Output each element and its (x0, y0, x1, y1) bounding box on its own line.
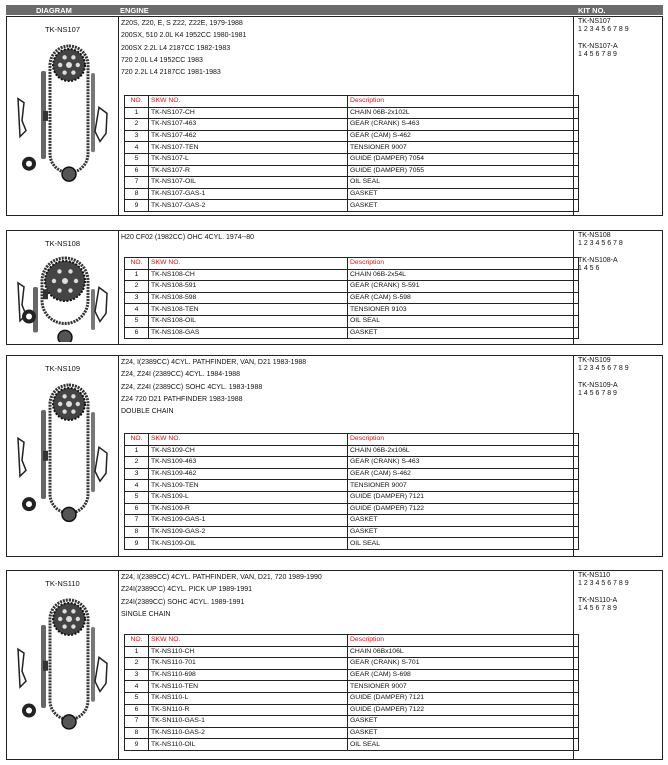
part-no: 2 (125, 119, 149, 131)
oil-seal-hole-shape (26, 708, 32, 714)
part-description: CHAIN 06B-2x102L (348, 107, 579, 119)
col-sku-header: SKW NO. (149, 96, 348, 108)
tensioner-shape (43, 111, 48, 121)
kit-number-code: TK-NS108-A (578, 256, 618, 264)
gear-hole-shape (62, 409, 66, 413)
application-line: Z20S, Z20, E, S Z22, Z22E, 1979-1988 (121, 20, 243, 27)
gear-hole-shape (62, 394, 66, 398)
part-no: 9 (125, 739, 149, 751)
table-row (125, 739, 579, 751)
part-description: GUIDE (DAMPER) 7055 (348, 165, 579, 177)
part-sku: TK-NS107-OIL (149, 177, 348, 189)
table-row (125, 669, 579, 681)
col-desc-header: Description (348, 96, 579, 108)
table-row (125, 491, 579, 503)
applications (121, 572, 322, 621)
gear-hole-shape (58, 617, 62, 621)
gear-hole-shape (71, 624, 75, 628)
table-row (125, 480, 579, 492)
kit-number-positions: 1 4 5 6 (578, 265, 600, 273)
kit-numbers (578, 572, 629, 614)
part-description: GASKET (348, 188, 579, 200)
applications (121, 232, 254, 244)
part-description: OIL SEAL (348, 177, 579, 189)
part-sku: TK-NS108-591 (149, 281, 348, 293)
applications (121, 357, 306, 418)
spacer (578, 249, 623, 257)
part-no: 9 (125, 200, 149, 212)
part-no: 7 (125, 716, 149, 728)
part-sku: TK-NS108-TEN (149, 304, 348, 316)
part-no: 3 (125, 130, 149, 142)
part-no: 6 (125, 327, 149, 339)
tensioner-shape (43, 661, 48, 671)
part-no: 1 (125, 107, 149, 119)
part-description: CHAIN 06B-2x106L (348, 445, 579, 457)
kit-number-positions: 1 4 5 6 7 8 9 (578, 390, 617, 398)
kit-number-code: TK-NS107-A (578, 42, 618, 50)
part-description: GASKET (348, 200, 579, 212)
gear-hub-shape (66, 401, 72, 407)
part-no: 7 (125, 177, 149, 189)
part-description: TENSIONER 9007 (348, 681, 579, 693)
kit-block (6, 230, 663, 345)
part-sku: TK-NS110-GAS-2 (149, 727, 348, 739)
part-sku: TK-NS108-GAS (149, 327, 348, 339)
part-sku: TK-NS107-462 (149, 130, 348, 142)
gasket-left-shape (18, 99, 26, 137)
table-row (125, 457, 579, 469)
part-sku: TK-NS109-GAS-2 (149, 526, 348, 538)
col-sku-header: SKW NO. (149, 434, 348, 446)
application-line: Z24, Z24I (2389CC) SOHC 4CYL. 1983-1988 (121, 383, 263, 391)
kit-block (6, 16, 663, 216)
tensioner-shape (43, 289, 48, 299)
part-sku: TK-NS110-L (149, 692, 348, 704)
part-no: 4 (125, 304, 149, 316)
part-description: TENSIONER 9007 (348, 480, 579, 492)
gear-hub-shape (66, 616, 72, 622)
oil-seal-hole-shape (26, 161, 32, 167)
table-row (125, 646, 579, 658)
table-row (125, 538, 579, 550)
kit-number-positions: 1 2 3 4 5 6 7 8 9 (578, 365, 629, 373)
part-no: 4 (125, 142, 149, 154)
part-description: GASKET (348, 327, 579, 339)
table-row (125, 292, 579, 304)
tensioner-shape (43, 451, 48, 461)
table-row (125, 716, 579, 728)
part-no: 1 (125, 445, 149, 457)
table-row (125, 130, 579, 142)
col-desc-header: Description (348, 635, 579, 647)
part-no: 5 (125, 153, 149, 165)
part-sku: TK-NS110-OIL (149, 739, 348, 751)
gear-hole-shape (62, 624, 66, 628)
part-no: 4 (125, 480, 149, 492)
part-sku: TK-NS110-698 (149, 669, 348, 681)
part-description: OIL SEAL (348, 538, 579, 550)
part-description: GEAR (CAM) S-462 (348, 130, 579, 142)
timing-kit-diagram (13, 376, 113, 554)
crank-gear-shape (62, 507, 76, 521)
part-description: TENSIONER 9103 (348, 304, 579, 316)
part-no: 5 (125, 491, 149, 503)
part-sku: TK-NS109-462 (149, 468, 348, 480)
table-row (125, 515, 579, 527)
part-description: GASKET (348, 727, 579, 739)
table-row (125, 200, 579, 212)
kit-numbers (578, 232, 623, 274)
col-sku-header: SKW NO. (149, 635, 348, 647)
part-description: GEAR (CRANK) S-463 (348, 457, 579, 469)
table-row (125, 304, 579, 316)
spacer (578, 374, 629, 382)
part-no: 8 (125, 188, 149, 200)
timing-kit-diagram (13, 251, 113, 342)
parts-table (124, 634, 579, 751)
part-sku: TK-NS107-TEN (149, 142, 348, 154)
part-no: 7 (125, 515, 149, 527)
crank-gear-shape (62, 167, 76, 181)
part-description: GEAR (CRANK) S-591 (348, 281, 579, 293)
table-row (125, 165, 579, 177)
header-kitno: KIT NO. (578, 6, 606, 15)
guide-right-shape (91, 289, 95, 330)
part-sku: TK-NS110-701 (149, 658, 348, 670)
col-no-header: NO. (125, 258, 149, 270)
gear-hole-shape (57, 269, 61, 273)
part-description: GEAR (CAM) S-698 (348, 669, 579, 681)
table-row (125, 704, 579, 716)
crank-gear-shape (58, 330, 72, 342)
table-row (125, 177, 579, 189)
gear-hole-shape (71, 55, 75, 59)
gear-hole-shape (58, 402, 62, 406)
table-row (125, 107, 579, 119)
gear-hub-shape (66, 62, 72, 68)
application-line: Z24 720 D21 PATHFINDER 1983-1988 (121, 395, 243, 403)
catalog-header (6, 5, 663, 15)
col-no-header: NO. (125, 96, 149, 108)
part-sku: TK-NS109-463 (149, 457, 348, 469)
table-row (125, 142, 579, 154)
guide-right-shape (91, 412, 95, 492)
parts-table-header (125, 434, 579, 446)
part-description: GASKET (348, 716, 579, 728)
table-row (125, 526, 579, 538)
part-description: GUIDE (DAMPER) 7054 (348, 153, 579, 165)
part-no: 2 (125, 457, 149, 469)
table-row (125, 269, 579, 281)
table-row (125, 188, 579, 200)
part-sku: TK-NS110-TEN (149, 681, 348, 693)
part-no: 1 (125, 646, 149, 658)
part-sku: TK-NS109-GAS-1 (149, 515, 348, 527)
part-description: GUIDE (DAMPER) 7121 (348, 692, 579, 704)
part-no: 8 (125, 727, 149, 739)
application-line: Z24I(2389CC) SOHC 4CYL. 1989-1991 (121, 598, 245, 606)
parts-table (124, 257, 579, 339)
col-desc-header: Description (348, 434, 579, 446)
part-no: 8 (125, 526, 149, 538)
spacer (578, 35, 629, 43)
part-sku: TK-SN110-R (149, 704, 348, 716)
application-line: Z24, I(2389CC) 4CYL. PATHFINDER, VAN, D21 1983-1988 (121, 359, 307, 366)
gasket-left-shape (18, 438, 26, 476)
table-row (125, 153, 579, 165)
table-row (125, 658, 579, 670)
crank-gear-shape (62, 715, 76, 729)
kit-number-positions: 1 4 5 6 7 8 9 (578, 51, 617, 59)
parts-table (124, 95, 579, 212)
part-sku: TK-NS108-OIL (149, 315, 348, 327)
kit-block (6, 570, 663, 760)
application-line: Z24, Z24I (2389CC) 4CYL. 1984-1988 (121, 371, 241, 379)
part-description: GUIDE (DAMPER) 7122 (348, 704, 579, 716)
col-desc-header: Description (348, 258, 579, 270)
part-description: CHAIN 06B-2x54L (348, 269, 579, 281)
part-sku: TK-NS108-CH (149, 269, 348, 281)
gear-hole-shape (68, 269, 72, 273)
part-description: GUIDE (DAMPER) 7122 (348, 503, 579, 515)
application-line: Z24, I(2389CC) 4CYL. PATHFINDER, VAN, D21, 720 1989-1990 (121, 574, 322, 581)
table-row (125, 468, 579, 480)
kit-number-code: TK-NS108 (578, 232, 611, 239)
parts-table-header (125, 635, 579, 647)
kit-number-positions: 1 2 3 4 5 6 7 8 (578, 240, 623, 248)
gasket-left-shape (18, 649, 26, 687)
kit-number-positions: 1 2 3 4 5 6 7 8 9 (578, 580, 629, 588)
gasket-right-shape (95, 287, 107, 321)
part-description: CHAIN 06Bx106L (348, 646, 579, 658)
part-no: 3 (125, 468, 149, 480)
part-description: GEAR (CAM) S-598 (348, 292, 579, 304)
part-sku: TK-SN110-GAS-1 (149, 716, 348, 728)
gear-hole-shape (71, 70, 75, 74)
table-row (125, 503, 579, 515)
kit-number-code: TK-NS107 (578, 18, 611, 25)
kit-block (6, 355, 663, 557)
application-line: DOUBLE CHAIN (121, 408, 174, 416)
table-row (125, 445, 579, 457)
part-description: GUIDE (DAMPER) 7121 (348, 491, 579, 503)
application-line: 200SX, 510 2.0L K4 1952CC 1980-1981 (121, 32, 247, 40)
gear-hole-shape (62, 70, 66, 74)
part-no: 2 (125, 281, 149, 293)
part-no: 6 (125, 704, 149, 716)
application-line: Z24I(2389CC) 4CYL. PICK UP 1989-1991 (121, 586, 252, 594)
part-no: 6 (125, 165, 149, 177)
gasket-right-shape (95, 447, 107, 481)
gear-hole-shape (74, 279, 78, 283)
gear-hole-shape (71, 409, 75, 413)
table-row (125, 692, 579, 704)
parts-table (124, 433, 579, 550)
timing-kit-diagram (13, 591, 113, 757)
gear-hole-shape (71, 609, 75, 613)
application-line: SINGLE CHAIN (121, 610, 171, 618)
table-row (125, 727, 579, 739)
part-no: 1 (125, 269, 149, 281)
part-no: 6 (125, 503, 149, 515)
parts-table-header (125, 258, 579, 270)
table-row (125, 315, 579, 327)
part-sku: TK-NS110-CH (149, 646, 348, 658)
gear-hole-shape (76, 63, 80, 67)
gear-hole-shape (71, 394, 75, 398)
part-sku: TK-NS109-L (149, 491, 348, 503)
part-sku: TK-NS109-CH (149, 445, 348, 457)
part-no: 9 (125, 538, 149, 550)
kit-numbers (578, 357, 629, 399)
part-sku: TK-NS107-GAS-1 (149, 188, 348, 200)
col-no-header: NO. (125, 434, 149, 446)
kit-number-code: TK-NS110-A (578, 596, 618, 604)
part-description: GEAR (CRANK) S-463 (348, 119, 579, 131)
kit-id: TK-NS109 (44, 364, 80, 373)
part-sku: TK-NS109-TEN (149, 480, 348, 492)
oil-seal-hole-shape (26, 501, 32, 507)
header-diagram: DIAGRAM (36, 6, 72, 15)
gear-hole-shape (62, 55, 66, 59)
guide-right-shape (91, 627, 95, 702)
part-sku: TK-NS109-OIL (149, 538, 348, 550)
table-row (125, 327, 579, 339)
gear-hole-shape (76, 402, 80, 406)
part-sku: TK-NS109-R (149, 503, 348, 515)
gear-hole-shape (52, 279, 56, 283)
gear-hole-shape (76, 617, 80, 621)
part-description: GASKET (348, 515, 579, 527)
kit-number-positions: 1 4 5 6 7 8 9 (578, 605, 617, 613)
gear-hole-shape (68, 288, 72, 292)
kit-id: TK-NS107 (44, 25, 80, 34)
table-row (125, 281, 579, 293)
part-description: OIL SEAL (348, 315, 579, 327)
kit-numbers (578, 18, 629, 60)
parts-table-header (125, 96, 579, 108)
application-line: H20 CF02 (1982CC) OHC 4CYL. 1974--80 (121, 234, 255, 241)
oil-seal-hole-shape (26, 314, 32, 320)
table-row (125, 681, 579, 693)
part-description: GEAR (CAM) S-462 (348, 468, 579, 480)
kit-number-code: TK-NS109 (578, 357, 611, 364)
gasket-right-shape (95, 657, 107, 691)
guide-right-shape (91, 73, 95, 152)
gear-hole-shape (62, 609, 66, 613)
guide-left-shape (33, 287, 38, 333)
application-line: 200SX 2.2L L4 2187CC 1982-1983 (121, 44, 231, 52)
kit-id: TK-NS110 (45, 579, 80, 588)
part-sku: TK-NS107-463 (149, 119, 348, 131)
part-no: 5 (125, 315, 149, 327)
part-no: 2 (125, 658, 149, 670)
part-description: TENSIONER 9007 (348, 142, 579, 154)
gear-hole-shape (58, 63, 62, 67)
col-sku-header: SKW NO. (149, 258, 348, 270)
application-line: 720 2.2L L4 2187CC 1981-1983 (121, 69, 221, 77)
gasket-right-shape (95, 107, 107, 141)
part-sku: TK-NS107-L (149, 153, 348, 165)
kit-number-code: TK-NS109-A (578, 381, 618, 389)
header-engine: ENGINE (120, 6, 149, 15)
part-description: GEAR (CRANK) S-701 (348, 658, 579, 670)
col-no-header: NO. (125, 635, 149, 647)
gear-hub-shape (62, 278, 68, 284)
table-row (125, 119, 579, 131)
part-no: 3 (125, 292, 149, 304)
part-no: 5 (125, 692, 149, 704)
part-description: GASKET (348, 526, 579, 538)
kit-number-code: TK-NS110 (578, 572, 611, 579)
part-sku: TK-NS108-598 (149, 292, 348, 304)
part-no: 4 (125, 681, 149, 693)
part-sku: TK-NS107-GAS-2 (149, 200, 348, 212)
part-description: OIL SEAL (348, 739, 579, 751)
applications (121, 18, 246, 79)
kit-id: TK-NS108 (44, 239, 80, 248)
part-sku: TK-NS107-CH (149, 107, 348, 119)
part-sku: TK-NS107-R (149, 165, 348, 177)
part-no: 3 (125, 669, 149, 681)
timing-kit-diagram (13, 37, 113, 213)
gear-hole-shape (57, 288, 61, 292)
kit-number-positions: 1 2 3 4 5 6 7 8 9 (578, 26, 629, 34)
spacer (578, 589, 629, 597)
application-line: 720 2.0L L4 1952CC 1983 (121, 56, 203, 64)
